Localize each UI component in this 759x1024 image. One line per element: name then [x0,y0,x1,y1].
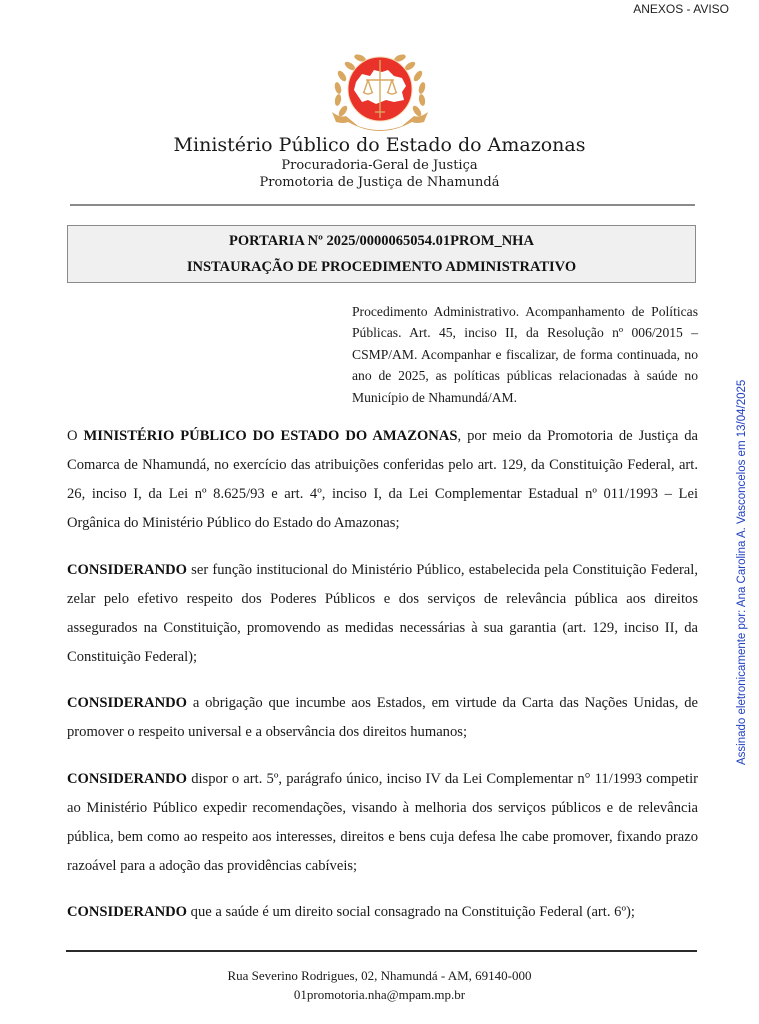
paragraph-text: a obrigação que incumbe aos Estados, em virtude da Carta das Nações Unidas, de promover o respeito universal e a observância dos direitos humanos; [67,695,698,740]
paragraph-considerando-2 [67,689,698,747]
paragraph-considerando-3 [67,765,698,881]
paragraph-text: dispor o art. 5º, parágrafo único, inciso IV da Lei Complementar n° 11/1993 competir ao Ministério Público expedir recomendações, visando à melhoria dos serviços públicos e de relevância pública, bem como ao respeito aos interesses, direitos e bens cuja defesa lhe cabe promover, fixando prazo razoável para a adoção das providências cabíveis; [67,771,698,874]
ementa-summary: Procedimento Administrativo. Acompanhamento de Políticas Públicas. Art. 45, inciso II, da Resolução nº 006/2015 – CSMP/AM. Acompanhar e fiscalizar, de forma continuada, no ano de 2025, as políticas públicas relacionadas à saúde no Município de Nhamundá/AM. [352,304,698,405]
paragraph-bold: CONSIDERANDO [67,562,188,578]
organization-subtitle-1: Procuradoria-Geral de Justiça [281,158,478,173]
document-title-box [67,225,696,283]
portaria-number: PORTARIA Nº 2025/0000065054.01PROM_NHA [229,233,534,249]
paragraph-text: ser função institucional do Ministério Público, estabelecida pela Constituição Federal, zelar pelo efetivo respeito dos Poderes Públicos e dos serviços de relevância pública aos direitos assegurados na Constituição, promovendo as medidas necessárias à sua garantia (art. 129, inciso II, da Constituição Federal); [67,562,698,665]
paragraph-bold: CONSIDERANDO [67,904,188,920]
organization-subtitle-2: Promotoria de Justiça de Nhamundá [259,175,500,190]
header-divider [70,204,695,206]
mpam-emblem-icon [328,46,432,134]
paragraph-considerando-1 [67,556,698,672]
electronic-signature-stamp: Assinado eletronicamente por: Ana Carolina A. Vasconcelos em 13/04/2025 [736,379,748,765]
paragraph-lead: O [67,428,84,444]
document-subject: INSTAURAÇÃO DE PROCEDIMENTO ADMINISTRATIVO [186,259,577,275]
footer-address: Rua Severino Rodrigues, 02, Nhamundá - AM, 69140-000 [227,968,532,983]
letterhead [0,133,759,191]
paragraph-bold: MINISTÉRIO PÚBLICO DO ESTADO DO AMAZONAS [83,428,458,444]
organization-name: Ministério Público do Estado do Amazonas [173,134,586,156]
footer [0,966,759,1004]
annex-label: ANEXOS - AVISO [633,2,729,16]
paragraph-bold: CONSIDERANDO [67,695,188,711]
paragraph-preamble [67,422,698,538]
footer-email: 01promotoria.nha@mpam.mp.br [293,987,466,1002]
paragraph-considerando-4 [67,898,698,927]
footer-divider [66,950,697,952]
paragraph-text: que a saúde é um direito social consagrado na Constituição Federal (art. 6º); [187,904,635,920]
paragraph-text: , por meio da Promotoria de Justiça da Comarca de Nhamundá, no exercício das atribuições conferidas pelo art. 129, da Constituição Federal, art. 26, inciso I, da Lei nº 8.625/93 e art. 4º, inciso I, da Lei Complementar Estadual nº 011/1993 – Lei Orgânica do Ministério Público do Estado do Amazonas; [67,428,698,531]
paragraph-bold: CONSIDERANDO [67,771,188,787]
